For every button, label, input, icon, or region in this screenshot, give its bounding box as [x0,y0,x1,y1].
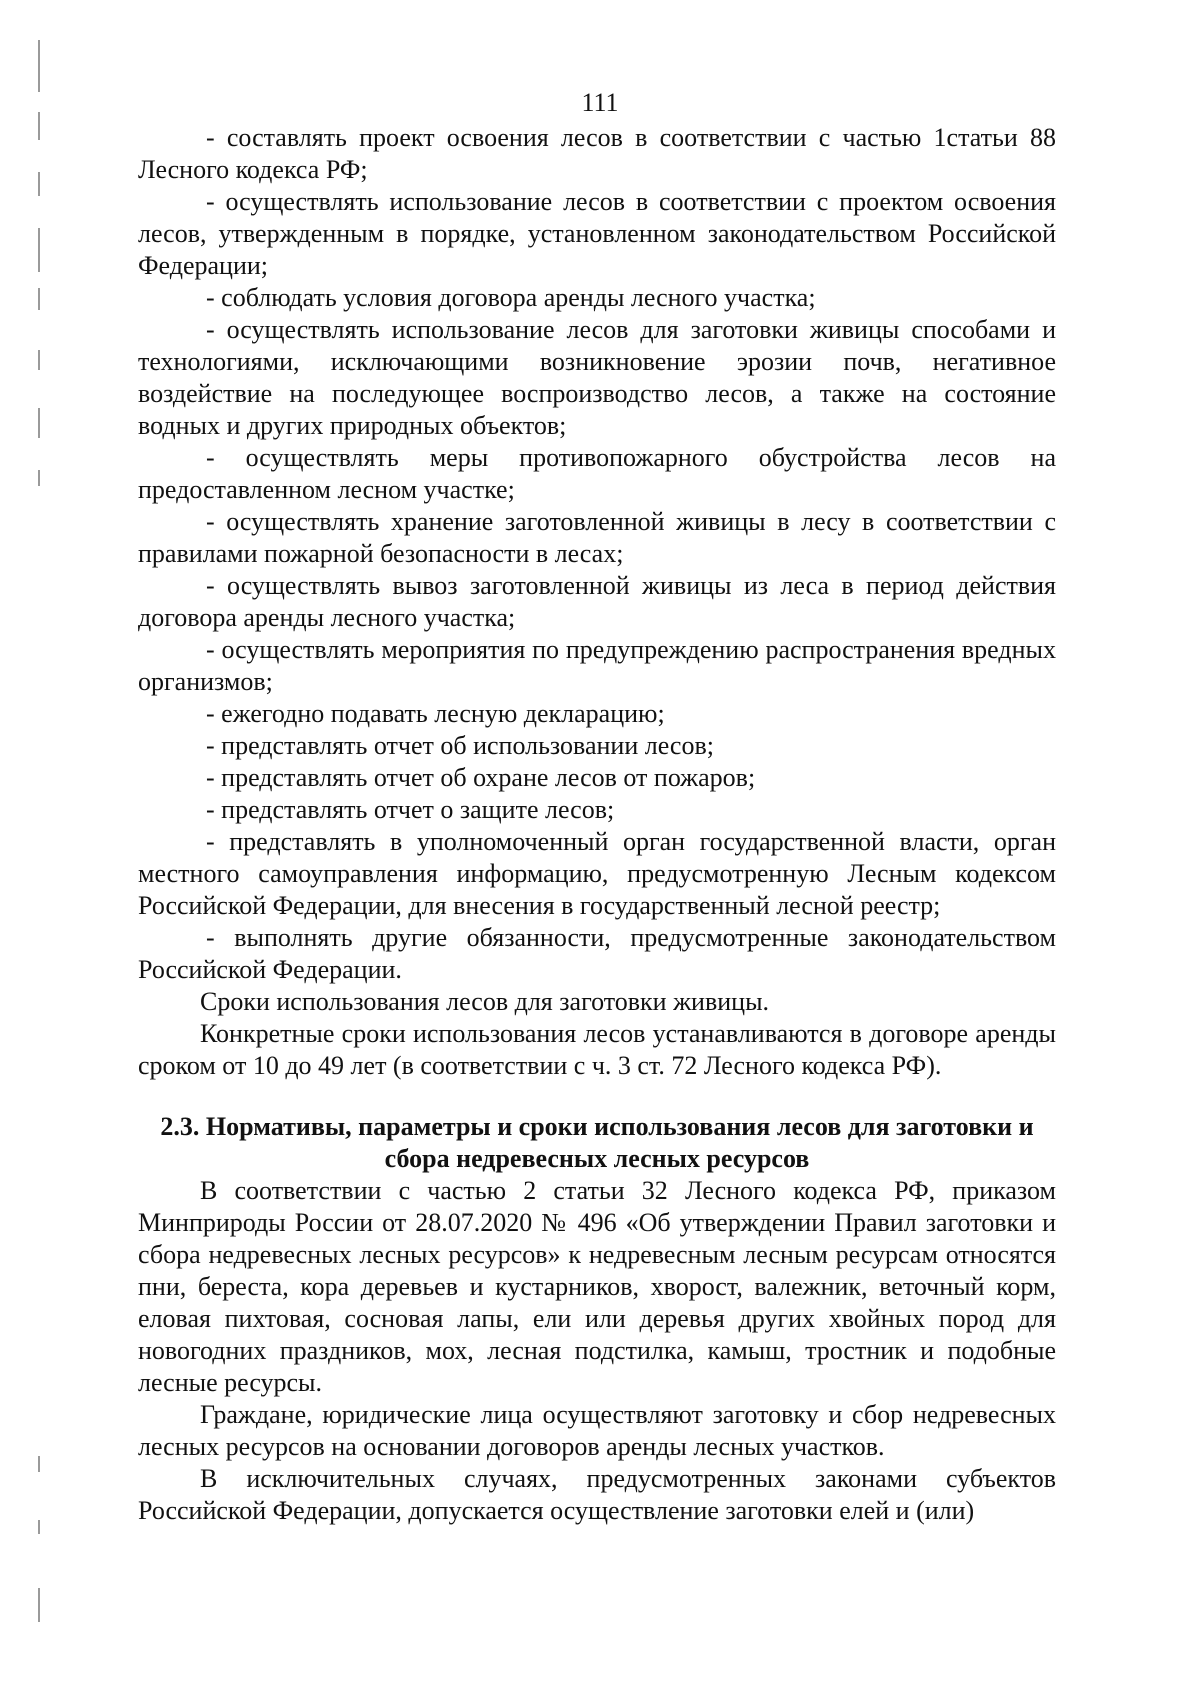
scan-edge-mark [38,408,40,438]
list-item: - соблюдать условия договора аренды лесного участка; [206,283,816,312]
list-item: - осуществлять использование лесов для заготовки живицы способами и технологиями, исключающими возникновение эрозии почв, негативное воздействие на последующее воспроизводство лесов, а также на состояние водных и других природных объектов; [138,315,1056,440]
scan-edge-mark [38,172,40,196]
section-heading [138,1111,1056,1175]
list-item: - осуществлять меры противопожарного обустройства лесов на предоставленном лесном участке; [138,443,1056,504]
body-paragraph: В соответствии с частью 2 статьи 32 Лесного кодекса РФ, приказом Минприроды России от 28.07.2020 № 496 «Об утверждении Правил заготовки и сбора недревесных лесных ресурсов» к недревесным лесным ресурсам относятся пни, береста, кора деревьев и кустарников, хворост, валежник, веточный корм, еловая пихтовая, сосновая лапы, ели или деревья других хвойных пород для новогодних праздников, мох, лесная подстилка, камыш, тростник и подобные лесные ресурсы. [138,1176,1056,1397]
list-item: - осуществлять вывоз заготовленной живицы из леса в период действия договора аренды лесного участка; [138,571,1056,632]
scan-edge-mark [38,40,40,92]
scan-edge-mark [38,1456,40,1472]
scan-edge-mark [38,288,40,310]
terms-paragraph: Конкретные сроки использования лесов устанавливаются в договоре аренды сроком от 10 до 49 лет (в соответствии с ч. 3 ст. 72 Лесного кодекса РФ). [138,1019,1056,1080]
section-heading-line: сбора недревесных лесных ресурсов [384,1144,810,1173]
list-item: - осуществлять хранение заготовленной живицы в лесу в соответствии с правилами пожарной безопасности в лесах; [138,507,1056,568]
list-item: - представлять отчет об использовании лесов; [206,731,714,760]
terms-title: Сроки использования лесов для заготовки живицы. [200,987,770,1016]
scan-edge-mark [38,350,40,370]
list-item: - выполнять другие обязанности, предусмотренные законодательством Российской Федерации. [138,923,1056,984]
scan-edge-mark [38,228,40,272]
scan-edge-mark [38,1588,40,1622]
list-item: - представлять в уполномоченный орган государственной власти, орган местного самоуправления информацию, предусмотренную Лесным кодексом Российской Федерации, для внесения в государственный лесной реестр; [138,827,1056,920]
scan-edge-mark [38,1520,40,1534]
body-paragraph: Граждане, юридические лица осуществляют заготовку и сбор недревесных лесных ресурсов на основании договоров аренды лесных участков. [138,1400,1056,1461]
list-item: - ежегодно подавать лесную декларацию; [206,699,665,728]
body-paragraph: В исключительных случаях, предусмотренных законами субъектов Российской Федерации, допускается осуществление заготовки елей и (или) [138,1464,1056,1525]
list-item: - представлять отчет об охране лесов от пожаров; [206,763,756,792]
list-item: - осуществлять мероприятия по предупреждению распространения вредных организмов; [138,635,1056,696]
list-item: - составлять проект освоения лесов в соответствии с частью 1статьи 88 Лесного кодекса РФ; [138,123,1056,184]
list-item: - осуществлять использование лесов в соответствии с проектом освоения лесов, утвержденным в порядке, установленном законодательством Российской Федерации; [138,187,1056,280]
page-number: 111 [581,88,619,117]
scan-edge-mark [38,470,40,486]
section-heading-line: 2.3. Нормативы, параметры и сроки использования лесов для заготовки и [160,1112,1034,1141]
list-item: - представлять отчет о защите лесов; [206,795,615,824]
document-body [138,122,1056,1527]
